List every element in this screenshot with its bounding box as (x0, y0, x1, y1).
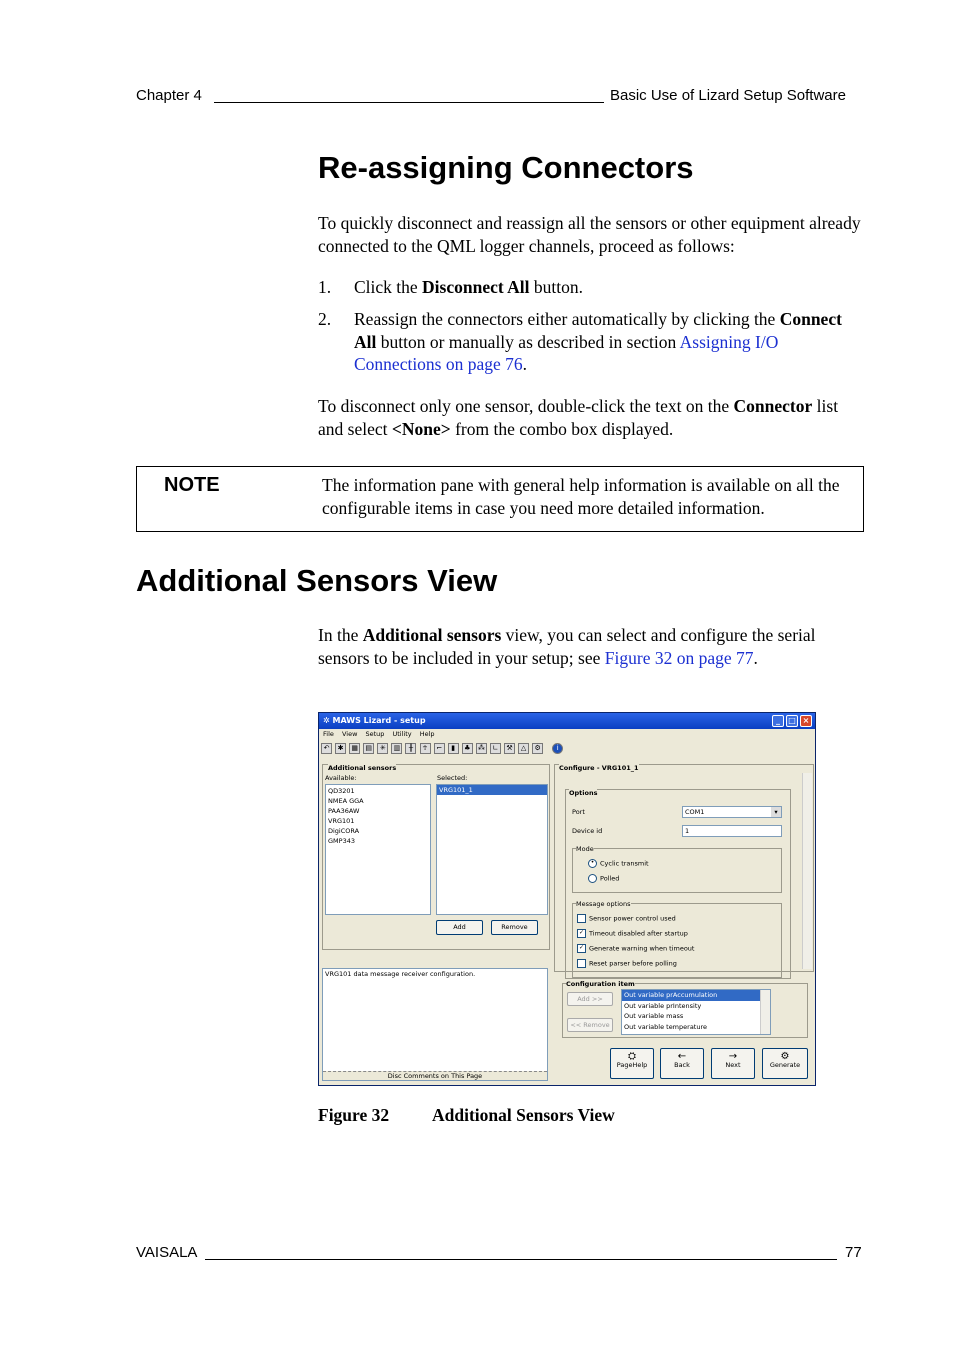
chevron-down-icon[interactable]: ▾ (771, 807, 781, 817)
measure-icon[interactable]: ▮ (448, 743, 459, 754)
info-footer[interactable]: Disc Comments on This Page (323, 1071, 547, 1080)
step-2-text: Reassign the connectors either automatically by clicking the Connect All button or manually as described in section Assigning I/O Connections on page 76. (354, 309, 842, 374)
page-number: 77 (845, 1244, 862, 1261)
device-id-field[interactable]: 1 (682, 825, 782, 837)
lizard-screenshot-window (318, 712, 816, 1086)
generate-warning-checkbox[interactable]: ✓ Generate warning when timeout (578, 944, 695, 953)
mode-group (572, 845, 782, 893)
config-scrollbar[interactable] (802, 773, 812, 969)
available-item[interactable]: NMEA GGA (328, 797, 364, 805)
close-icon[interactable]: × (800, 715, 812, 727)
available-item[interactable]: DigiCORA (328, 827, 360, 835)
toolbar (321, 743, 581, 759)
menu-setup[interactable]: Setup (365, 730, 385, 738)
step-1-number: 1. (318, 277, 332, 297)
info-pane (322, 968, 548, 1081)
network-icon[interactable]: ⁂ (477, 744, 485, 752)
available-label: Available: (325, 774, 357, 782)
tool-icon[interactable]: ⚒ (504, 743, 515, 754)
footer-rule (205, 1259, 837, 1260)
mode-polled-radio[interactable]: Polled (588, 874, 619, 883)
selected-list[interactable] (436, 784, 548, 915)
chart-icon[interactable]: ⌐ (434, 743, 445, 754)
header-chapter: Chapter 4 (136, 87, 202, 104)
device-id-label: Device id (572, 827, 603, 835)
grid-icon[interactable]: ▥ (391, 743, 402, 754)
options-group (565, 789, 791, 979)
wiring-icon[interactable]: ╫ (405, 743, 416, 754)
config-item-row[interactable]: Out variable prIntensity (624, 1001, 702, 1010)
module-icon[interactable]: ▤ (363, 743, 374, 754)
config-item-row[interactable]: Out variable prAccumulation (622, 990, 760, 1001)
add-button[interactable]: Add (436, 920, 483, 935)
tree-icon[interactable]: ♣ (462, 743, 473, 754)
mode-label: Mode (576, 845, 594, 853)
port-value: COM1 (685, 808, 705, 816)
message-options-label: Message options (576, 900, 631, 908)
footer-company: VAISALA (136, 1244, 198, 1261)
note-text: The information pane with general help information is available on all the configurable items in case you need more detailed information. (322, 475, 840, 518)
app-icon: ✲ (323, 716, 330, 725)
pagehelp-icon: ⛭ (628, 1051, 636, 1062)
arrow-right-icon: → (728, 1051, 738, 1062)
section1-intro: To quickly disconnect and reassign all the sensors or other equipment already connected to the QML logger channels, proceed as follows: (318, 213, 861, 256)
minimize-icon[interactable]: _ (772, 715, 784, 727)
info-text: VRG101 data message receiver configuration. (325, 970, 476, 978)
selected-label: Selected: (437, 774, 468, 782)
options-label: Options (569, 789, 598, 797)
config-item-row[interactable]: Out variable temperature (624, 1022, 707, 1031)
menu-file[interactable]: File (323, 730, 334, 738)
step-1-text: Click the Disconnect All button. (354, 277, 583, 297)
config-item-row[interactable]: Out variable mass (624, 1012, 684, 1020)
window-title: MAWS Lizard - setup (332, 716, 426, 725)
back-button[interactable]: ← Back (660, 1048, 704, 1079)
sensor-icon[interactable]: ✱ (335, 743, 346, 754)
generate-button[interactable]: ⚙ Generate (762, 1048, 808, 1079)
config-item-list[interactable] (621, 989, 771, 1035)
menu-utility[interactable]: Utility (392, 730, 412, 738)
user-icon[interactable]: ☥ (420, 743, 431, 754)
port-select[interactable] (682, 806, 782, 818)
selected-item[interactable]: VRG101_1 (437, 785, 547, 795)
arrow-left-icon: ← (677, 1051, 687, 1062)
undo-icon[interactable]: ↶ (321, 743, 332, 754)
window-titlebar (319, 713, 815, 729)
section2-para: In the Additional sensors view, you can select and configure the serial sensors to be included in your setup; see Figure 32 on page 77. (318, 625, 816, 668)
message-options-group (572, 900, 782, 978)
configuration-item-label: Configuration item (566, 980, 635, 988)
figure-number: Figure 32 (318, 1105, 390, 1125)
available-item[interactable]: GMP343 (328, 837, 355, 845)
remove-button[interactable]: Remove (491, 920, 538, 935)
port-label: Port (572, 808, 585, 816)
section-heading-reassigning: Re-assigning Connectors (318, 150, 694, 185)
note-label: NOTE (164, 474, 220, 496)
menu-help[interactable]: Help (419, 730, 435, 738)
available-item[interactable]: QD3201 (328, 787, 355, 795)
config-add-button[interactable]: Add >> (567, 992, 613, 1006)
pagehelp-button[interactable]: ⛭ PageHelp (610, 1048, 654, 1079)
section-heading-additional-sensors: Additional Sensors View (136, 563, 498, 598)
menu-view[interactable]: View (341, 730, 358, 738)
header-rule (214, 102, 604, 103)
alarm-icon[interactable]: △ (518, 743, 529, 754)
configuration-item-group (562, 980, 808, 1038)
report-icon[interactable]: ∟ (490, 743, 501, 754)
figure-caption: Additional Sensors View (432, 1105, 615, 1125)
menubar (319, 730, 815, 742)
mode-cyclic-radio[interactable]: • Cyclic transmit (588, 859, 649, 868)
sensor-power-checkbox[interactable]: Sensor power control used (577, 914, 676, 923)
generate-icon: ⚙ (780, 1051, 790, 1062)
step-2-number: 2. (318, 309, 332, 329)
connector-icon[interactable]: ✳ (377, 743, 388, 754)
reset-parser-checkbox[interactable]: Reset parser before polling (577, 959, 677, 968)
figure-32-link[interactable]: Figure 32 on page 77 (604, 647, 754, 668)
header-title: Basic Use of Lizard Setup Software (610, 87, 846, 104)
configure-title: Configure - VRG101_1 (559, 764, 639, 772)
config-list-scrollbar[interactable] (760, 990, 770, 1034)
maximize-icon[interactable]: □ (786, 715, 798, 727)
additional-sensors-title: Additional sensors (328, 764, 397, 772)
configure-panel (554, 764, 814, 972)
additional-sensors-panel (322, 764, 550, 950)
available-item[interactable]: VRG101 (328, 817, 355, 825)
config-remove-button[interactable]: << Remove (567, 1018, 613, 1032)
section1-para2: To disconnect only one sensor, double-click the text on the Connector list and select <None> from the combo box displayed. (318, 396, 839, 439)
next-button[interactable]: → Next (711, 1048, 755, 1079)
settings-icon[interactable]: ⚙ (532, 743, 543, 754)
logger-icon[interactable]: ▦ (349, 743, 360, 754)
available-item[interactable]: PAA36AW (328, 807, 360, 815)
timeout-disabled-checkbox[interactable]: ✓ Timeout disabled after startup (578, 929, 688, 938)
available-list[interactable] (325, 784, 431, 915)
info-icon[interactable]: i (552, 743, 563, 754)
assigning-io-link[interactable]: Assigning I/O Connections on page 76 (354, 331, 779, 374)
